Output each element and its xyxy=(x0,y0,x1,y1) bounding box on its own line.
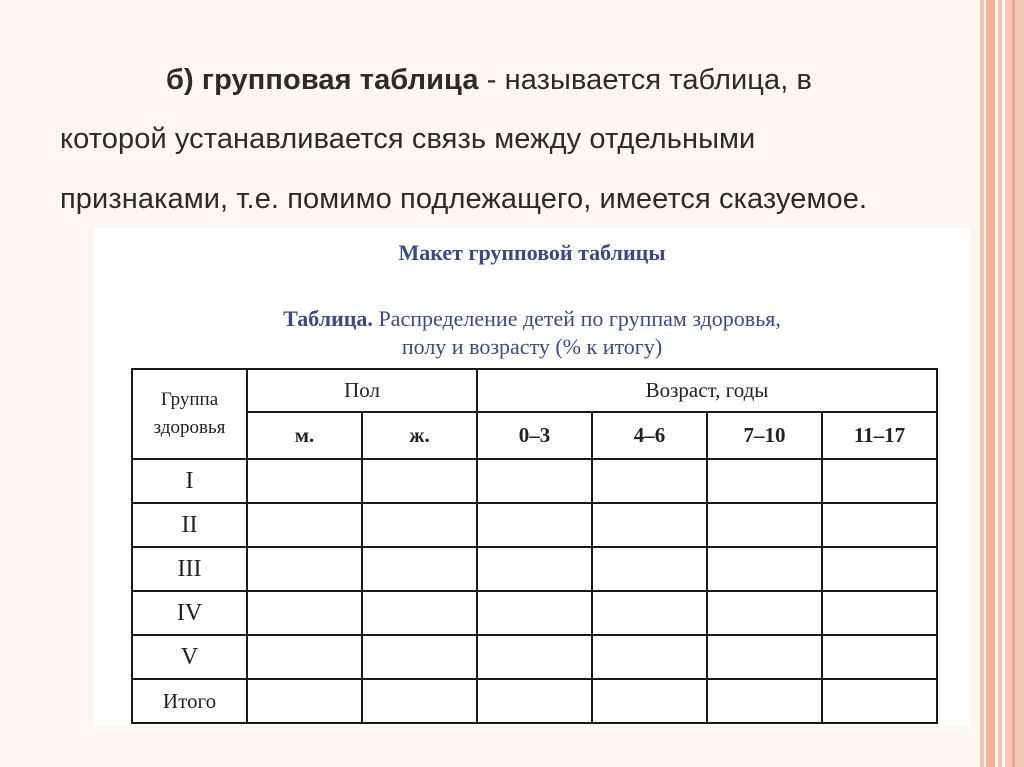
empty-cell xyxy=(822,635,937,679)
empty-cell xyxy=(707,503,822,547)
term-group-table: б) групповая таблица xyxy=(166,64,479,96)
empty-cell xyxy=(247,459,362,503)
figure-caption-line-2: полу и возрасту (% к итогу) xyxy=(401,334,663,359)
row-label-group-1: I xyxy=(132,459,247,503)
empty-cell xyxy=(362,503,477,547)
header-age: Возраст, годы xyxy=(477,369,937,412)
group-table xyxy=(131,368,938,724)
table-row xyxy=(132,459,937,503)
empty-cell xyxy=(822,503,937,547)
decorative-stripe xyxy=(986,0,995,767)
empty-cell xyxy=(822,547,937,591)
empty-cell xyxy=(247,591,362,635)
row-label-group-2: II xyxy=(132,503,247,547)
header-age-11-17: 11–17 xyxy=(822,412,937,459)
empty-cell xyxy=(592,459,707,503)
empty-cell xyxy=(592,547,707,591)
empty-cell xyxy=(707,679,822,723)
empty-cell xyxy=(477,547,592,591)
empty-cell xyxy=(592,679,707,723)
empty-cell xyxy=(362,547,477,591)
empty-cell xyxy=(822,591,937,635)
row-label-group-3: III xyxy=(132,547,247,591)
table-row xyxy=(132,547,937,591)
empty-cell xyxy=(822,459,937,503)
header-health-group xyxy=(132,369,247,459)
definition-line-2: которой устанавливается связь между отдельными xyxy=(60,123,756,155)
table-row xyxy=(132,635,937,679)
header-sex-female: ж. xyxy=(362,412,477,459)
empty-cell xyxy=(362,679,477,723)
empty-cell xyxy=(477,459,592,503)
empty-cell xyxy=(477,591,592,635)
empty-cell xyxy=(592,635,707,679)
empty-cell xyxy=(477,635,592,679)
empty-cell xyxy=(362,591,477,635)
caption-text-1: Распределение детей по группам здоровья, xyxy=(372,306,781,331)
definition-line-1 xyxy=(166,64,812,97)
caption-label: Таблица. xyxy=(283,306,373,331)
empty-cell xyxy=(362,459,477,503)
row-label-total: Итого xyxy=(132,679,247,723)
term-dash: - xyxy=(478,64,505,96)
table-row xyxy=(132,679,937,723)
decorative-stripe xyxy=(998,0,1002,767)
empty-cell xyxy=(707,591,822,635)
decorative-stripe xyxy=(980,0,984,767)
empty-cell xyxy=(247,547,362,591)
empty-cell xyxy=(477,503,592,547)
header-age-4-6: 4–6 xyxy=(592,412,707,459)
empty-cell xyxy=(707,547,822,591)
empty-cell xyxy=(707,635,822,679)
header-group-line-1: Группа xyxy=(160,389,219,410)
empty-cell xyxy=(822,679,937,723)
empty-cell xyxy=(247,679,362,723)
header-sex-male: м. xyxy=(247,412,362,459)
row-label-group-5: V xyxy=(132,635,247,679)
empty-cell xyxy=(707,459,822,503)
empty-cell xyxy=(247,503,362,547)
empty-cell xyxy=(592,503,707,547)
empty-cell xyxy=(362,635,477,679)
definition-line-3: признаками, т.е. помимо подлежащего, имеется сказуемое. xyxy=(60,183,868,215)
row-label-group-4: IV xyxy=(132,591,247,635)
decorative-stripe xyxy=(1012,0,1015,767)
empty-cell xyxy=(247,635,362,679)
header-age-7-10: 7–10 xyxy=(707,412,822,459)
header-group-line-2: здоровья xyxy=(153,417,226,438)
header-age-0-3: 0–3 xyxy=(477,412,592,459)
table-mockup-figure xyxy=(94,228,970,726)
figure-caption-line-1 xyxy=(94,306,970,332)
empty-cell xyxy=(592,591,707,635)
figure-title: Макет групповой таблицы xyxy=(398,240,666,265)
empty-cell xyxy=(477,679,592,723)
definition-text-1: называется таблица, в xyxy=(504,64,813,96)
table-row xyxy=(132,503,937,547)
table-row xyxy=(132,591,937,635)
header-sex: Пол xyxy=(247,369,477,412)
